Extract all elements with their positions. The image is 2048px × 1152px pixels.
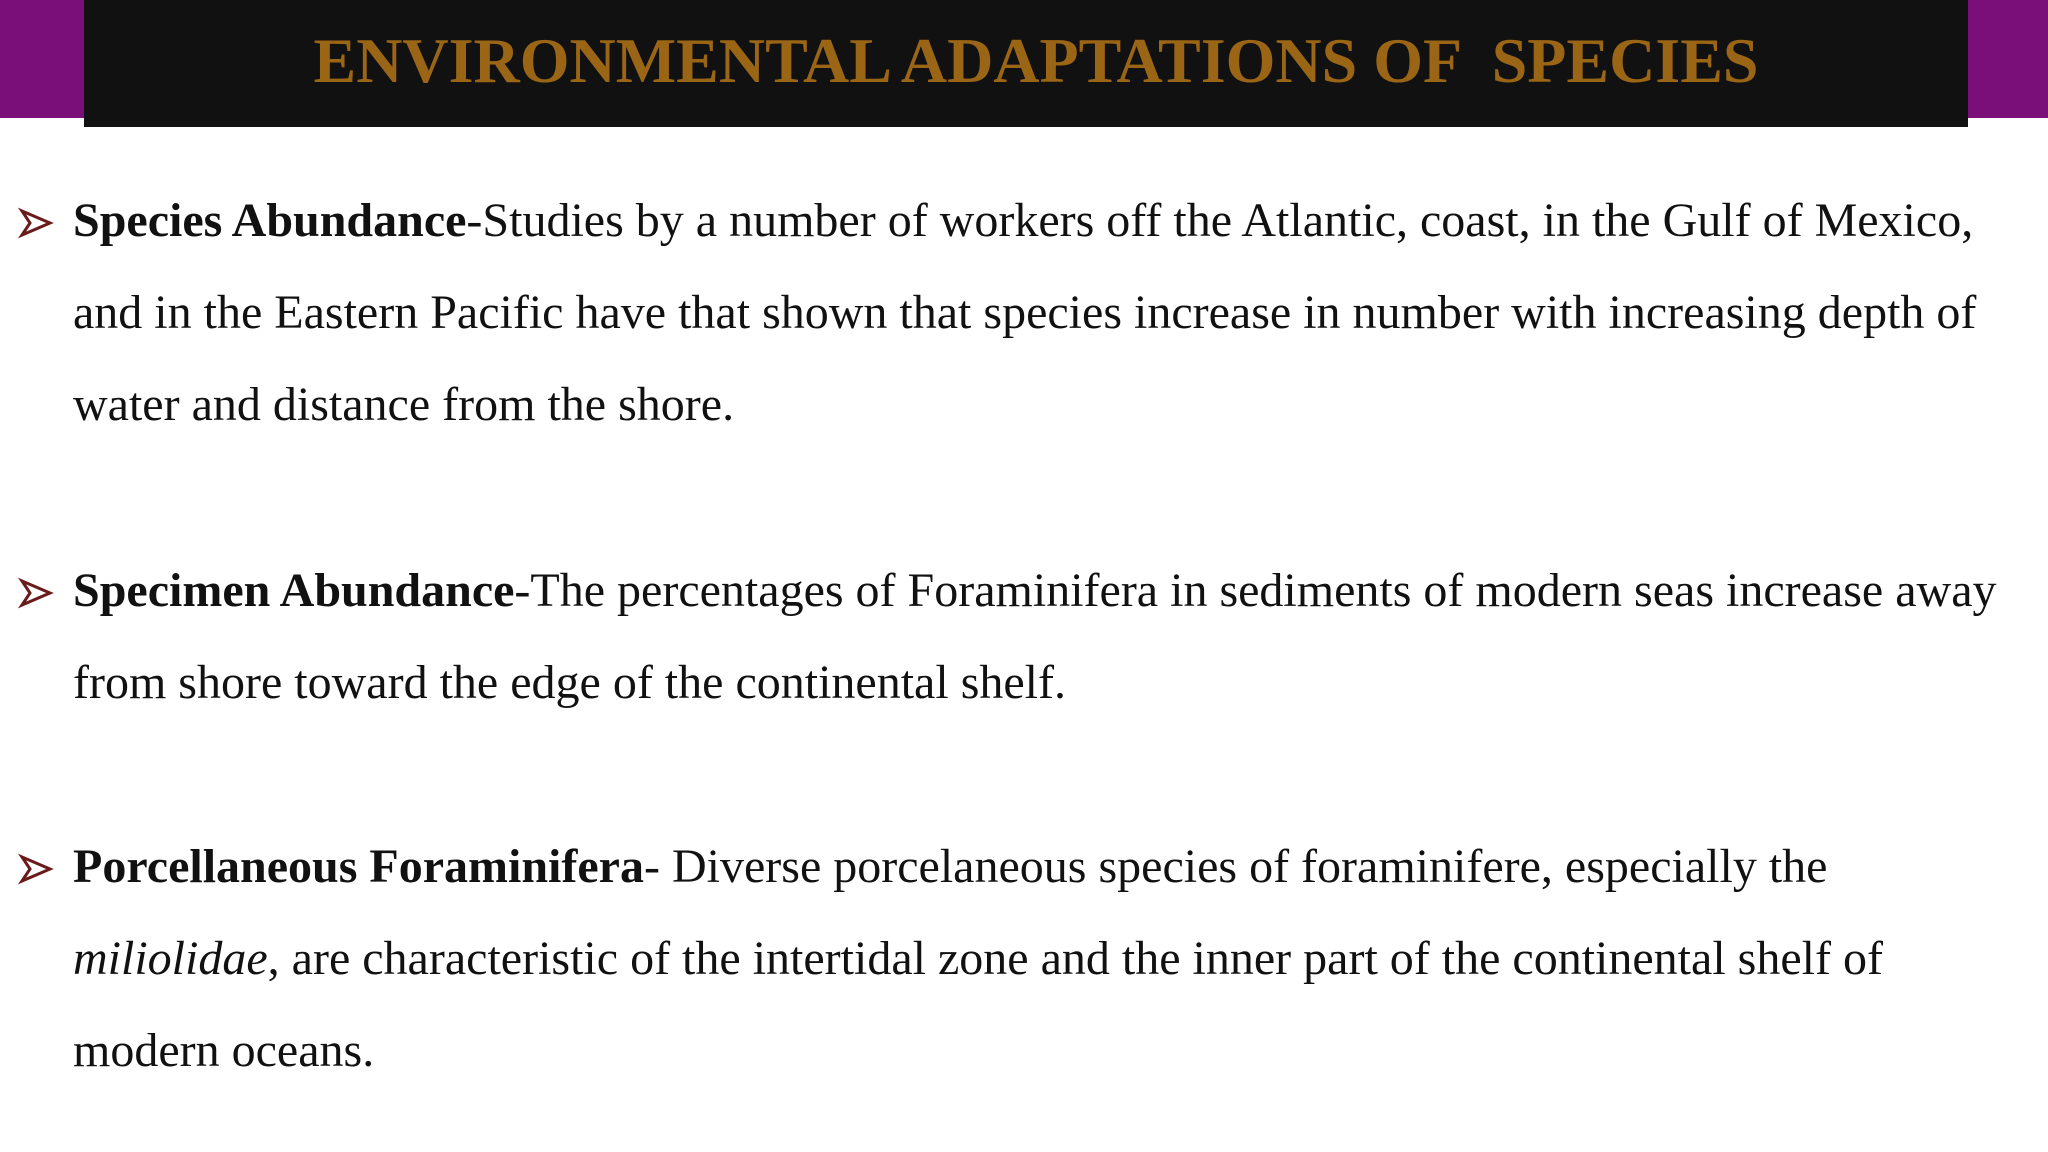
bullet-body: -Studies by a number of workers off the Atlantic, coast, in the Gulf of Mexico, and in the Eastern Pacific have that shown that species increase in number with increasing depth of water and distance from the shore. xyxy=(73,194,1977,431)
bullet-heading: Porcellaneous Foraminifera xyxy=(73,840,644,893)
arrow-bullet-icon xyxy=(18,575,54,611)
bullet-text xyxy=(73,175,2033,451)
bullet-body-end: , are characteristic of the intertidal zone and the inner part of the continental shelf of modern oceans. xyxy=(73,932,1883,1077)
bullet-heading: Specimen Abundance xyxy=(73,564,515,617)
bullet-text xyxy=(73,821,2033,1097)
bullet-italic-term: miliolidae xyxy=(73,932,268,985)
arrow-bullet-icon xyxy=(18,205,54,241)
arrow-bullet-icon xyxy=(18,851,54,887)
slide-title: ENVIRONMENTAL ADAPTATIONS OF SPECIES xyxy=(313,24,1759,96)
bullet-text xyxy=(73,545,2033,729)
bullet-heading: Species Abundance xyxy=(73,194,467,247)
bullet-body-start: - Diverse porcelaneous species of foraminifere, especially the xyxy=(643,840,1828,893)
bullet-body: -The percentages of Foraminifera in sediments of modern seas increase away from shore toward the edge of the continental shelf. xyxy=(73,564,1997,709)
